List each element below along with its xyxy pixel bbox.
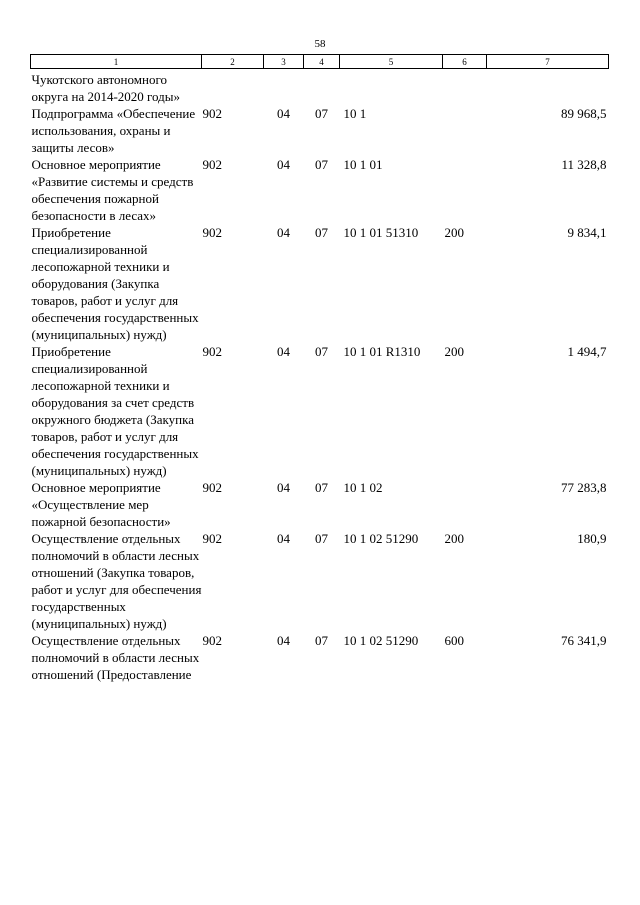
row-amount: 11 328,8 [561,157,607,172]
column-number-2: 2 [202,55,264,69]
row-subsection-code [304,69,340,106]
row-subsection-code: 07 [315,531,328,546]
row-section-code: 04 [277,157,290,172]
row-target-article: 10 1 01 [343,157,383,172]
row-gr-code: 902 [202,480,222,495]
row-name: Основное мероприятие «Развитие системы и средств обеспечения пожарной безопасности в лесах» [31,157,194,223]
table-row [31,224,609,343]
row-expense-type: 200 [444,225,464,240]
row-amount: 89 968,5 [561,106,607,121]
row-subsection-code: 07 [315,480,328,495]
row-target-article: 10 1 01 R1310 [343,344,421,359]
row-target-article: 10 1 01 51310 [343,225,419,240]
row-subsection-code: 07 [315,106,328,121]
row-expense-type [443,69,487,106]
row-section-code: 04 [277,480,290,495]
table-row [31,530,609,632]
row-amount: 1 494,7 [567,344,607,359]
row-amount: 77 283,8 [561,480,607,495]
row-section-code: 04 [277,225,290,240]
row-subsection-code: 07 [315,225,328,240]
row-name: Основное мероприятие «Осуществление мер пожарной безопасности» [31,480,171,529]
row-section-code: 04 [277,531,290,546]
column-number-3: 3 [264,55,304,69]
row-target-article: 10 1 02 51290 [343,633,419,648]
row-expense-type [443,105,487,156]
table-row [31,156,609,224]
row-section-code: 04 [277,633,290,648]
table-row [31,479,609,530]
column-number-4: 4 [304,55,340,69]
table-row [31,105,609,156]
row-target-article: 10 1 02 51290 [343,531,419,546]
table-row [31,632,609,683]
row-section-code: 04 [277,106,290,121]
budget-table [30,54,609,683]
row-gr-code: 902 [202,531,222,546]
row-target-article: 10 1 [343,106,367,121]
column-number-6: 6 [443,55,487,69]
row-amount: 76 341,9 [561,633,607,648]
table-body [31,69,609,684]
row-section-code: 04 [277,344,290,359]
row-target-article: 10 1 02 [343,480,383,495]
row-name: Чукотского автономного округа на 2014-2020 годы» [31,72,181,104]
row-name: Осуществление отдельных полномочий в области лесных отношений (Закупка товаров, работ и услуг для обеспечения государственных (муниципальных) нужд) [31,531,202,631]
row-expense-type: 200 [444,531,464,546]
table-header [31,55,609,69]
table-row [31,69,609,106]
header-row [31,55,609,69]
row-amount [487,69,609,106]
column-number-1: 1 [31,55,202,69]
table-row [31,343,609,479]
row-gr-code: 902 [202,157,222,172]
column-number-7: 7 [487,55,609,69]
row-gr-code: 902 [202,633,222,648]
row-name: Подпрограмма «Обеспечение использования, охраны и защиты лесов» [31,106,196,155]
row-target-article [340,69,443,106]
row-expense-type: 600 [444,633,464,648]
row-gr-code [202,69,264,106]
row-subsection-code: 07 [315,157,328,172]
column-number-5: 5 [340,55,443,69]
row-name: Осуществление отдельных полномочий в области лесных отношений (Предоставление [31,633,200,682]
page-number: 58 [314,38,326,50]
row-subsection-code: 07 [315,344,328,359]
row-subsection-code: 07 [315,633,328,648]
row-amount: 180,9 [577,531,607,546]
row-gr-code: 902 [202,225,222,240]
row-name: Приобретение специализированной лесопожарной техники и оборудования за счет средств окружного бюджета (Закупка товаров, работ и услуг для обеспечения государственных (муниципальных) нужд) [31,344,199,478]
row-gr-code: 902 [202,344,222,359]
row-expense-type: 200 [444,344,464,359]
row-name: Приобретение специализированной лесопожарной техники и оборудования (Закупка товаров, работ и услуг для обеспечения государственных (муниципальных) нужд) [31,225,199,342]
row-section-code [264,69,304,106]
row-expense-type [443,479,487,530]
row-amount: 9 834,1 [567,225,607,240]
row-gr-code: 902 [202,106,222,121]
row-expense-type [443,156,487,224]
